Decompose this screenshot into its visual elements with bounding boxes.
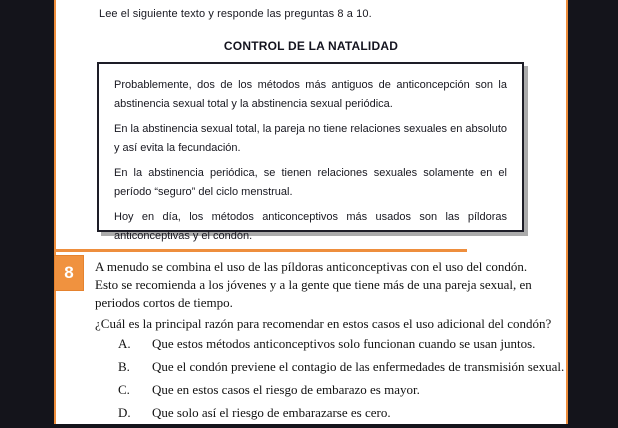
question-stem-line: Esto se recomienda a los jóvenes y a la gente que tiene más de una pareja sexual, en periodos cortos de tiempo. bbox=[95, 277, 532, 310]
answer-option-b bbox=[118, 359, 565, 375]
answer-option-d bbox=[118, 405, 565, 421]
question-section-divider bbox=[54, 249, 467, 252]
passage-paragraph: Hoy en día, los métodos anticonceptivos más usados son las píldoras anticonceptivas y el condón. bbox=[114, 211, 507, 242]
answer-options bbox=[56, 336, 565, 428]
passage-paragraph: En la abstinencia sexual total, la pareja no tiene relaciones sexuales en absoluto y así evita la fecundación. bbox=[114, 123, 507, 154]
answer-option-a bbox=[118, 336, 565, 352]
reading-instruction: Lee el siguiente texto y responde las preguntas 8 a 10. bbox=[99, 8, 372, 20]
question-prompt: ¿Cuál es la principal razón para recomendar en estos casos el uso adicional del condón? bbox=[95, 316, 552, 331]
question-stem bbox=[95, 258, 565, 333]
passage-paragraph: En la abstinencia periódica, se tienen relaciones sexuales solamente en el período “seguro” del ciclo menstrual. bbox=[114, 167, 507, 198]
question-number-badge: 8 bbox=[54, 255, 84, 291]
option-letter: B. bbox=[118, 359, 130, 374]
option-letter: D. bbox=[118, 405, 131, 420]
passage-box bbox=[97, 62, 524, 242]
option-letter: C. bbox=[118, 382, 130, 397]
option-letter: A. bbox=[118, 336, 131, 351]
answer-option-c bbox=[118, 382, 565, 398]
option-text: Que solo así el riesgo de embarazarse es cero. bbox=[152, 405, 391, 420]
option-text: Que el condón previene el contagio de las enfermedades de transmisión sexual. bbox=[152, 359, 565, 374]
question-stem-line: A menudo se combina el uso de las píldoras anticonceptivas con el uso del condón. bbox=[95, 259, 528, 274]
document-page bbox=[54, 0, 568, 424]
option-text: Que en estos casos el riesgo de embarazo es mayor. bbox=[152, 382, 420, 397]
option-text: Que estos métodos anticonceptivos solo funcionan cuando se usan juntos. bbox=[152, 336, 536, 351]
passage-title: CONTROL DE LA NATALIDAD bbox=[223, 39, 399, 53]
passage-paragraph: Probablemente, dos de los métodos más antiguos de anticoncepción son la abstinencia sexual total y la abstinencia sexual periódica. bbox=[114, 79, 507, 110]
